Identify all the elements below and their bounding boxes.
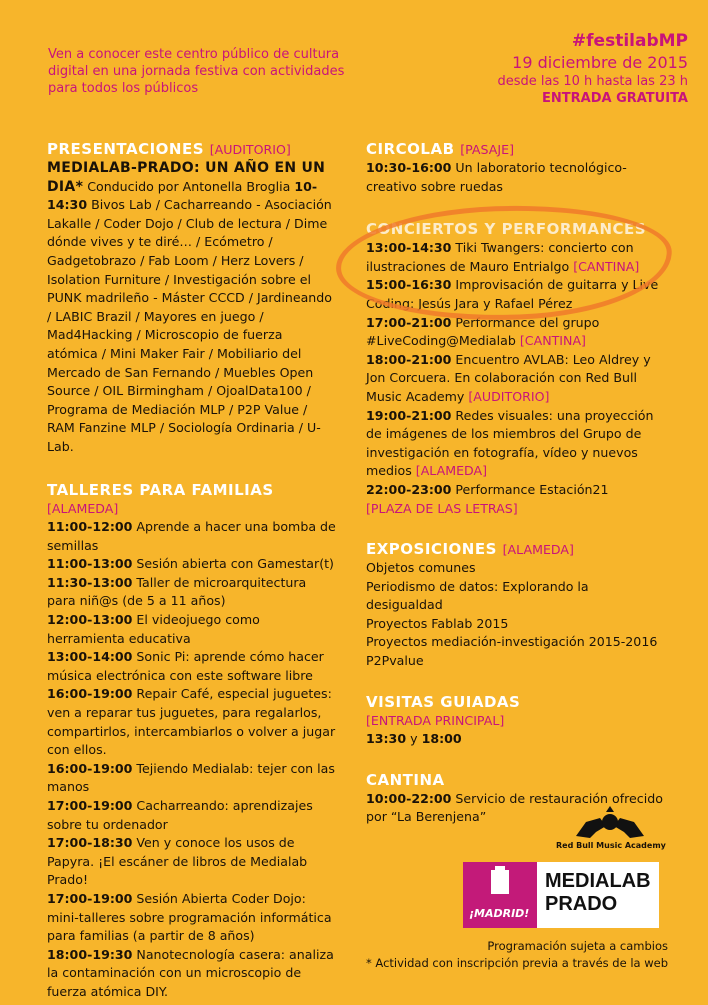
taller-item bbox=[47, 890, 337, 946]
concierto-text: Redes visuales: una proyección de imágenes de los miembros del Grupo de investigación en fotografía, vídeo y nuevos medios bbox=[366, 407, 654, 479]
taller-item bbox=[47, 648, 337, 685]
taller-item bbox=[47, 518, 337, 555]
section-heading-talleres: TALLERES PARA FAMILIAS bbox=[47, 480, 274, 499]
event-header bbox=[497, 30, 688, 107]
footer bbox=[366, 938, 668, 972]
exposicion-item: Proyectos mediación-investigación 2015-2016 bbox=[366, 634, 658, 650]
time-label: 19:00-21:00 bbox=[366, 407, 452, 423]
visitas-location: [ENTRADA PRINCIPAL] bbox=[366, 712, 505, 728]
taller-item bbox=[47, 834, 337, 890]
concierto-item bbox=[366, 407, 666, 481]
rbma-text: Red Bull Music Academy bbox=[556, 841, 666, 850]
medialab-text: MEDIALAB bbox=[545, 870, 651, 892]
presentaciones-lead: MEDIALAB-PRADO: UN AÑO EN UN DIA* bbox=[47, 160, 326, 195]
taller-item bbox=[47, 611, 337, 648]
concierto-text: Performance Estación21 bbox=[451, 481, 609, 497]
time-label: 18:00-19:30 bbox=[47, 946, 133, 962]
event-hours: desde las 10 h hasta las 23 h bbox=[497, 74, 688, 89]
taller-text: Ven y conoce los usos de Papyra. ¡El escáner de libros de Medialab Prado! bbox=[47, 835, 308, 888]
time-label: 17:00-21:00 bbox=[366, 314, 452, 330]
section-heading-cantina: CANTINA bbox=[366, 770, 445, 789]
section-heading-circolab: CIRCOLAB [PASAJE] bbox=[366, 140, 514, 158]
taller-text: Repair Café, especial juguetes: ven a reparar tus juguetes, para regalarlos, compartirlos, intercambiarlos o volver a jugar con ellos. bbox=[47, 686, 336, 758]
section-heading-conciertos: CONCIERTOS Y PERFORMANCES bbox=[366, 220, 647, 239]
hashtag: #festilabMP bbox=[571, 31, 688, 51]
taller-text: Tejiendo Medialab: tejer con las manos bbox=[47, 760, 335, 795]
time-label: 17:00-18:30 bbox=[47, 835, 133, 851]
time-label: 22:00-23:00 bbox=[366, 481, 452, 497]
time-label: 17:00-19:00 bbox=[47, 798, 133, 813]
exposiciones-list bbox=[366, 559, 666, 671]
exposicion-item: Periodismo de datos: Explorando la desigualdad bbox=[366, 578, 589, 613]
talleres-list bbox=[47, 518, 337, 1001]
circolab-item: 10:30-16:00 Un laboratorio tecnológico-creativo sobre ruedas bbox=[366, 160, 627, 194]
time-label: 16:00-19:00 bbox=[47, 760, 133, 776]
time-label: 15:00-16:30 bbox=[366, 277, 452, 293]
time-label: 17:00-19:00 bbox=[47, 890, 133, 906]
presentaciones-body: MEDIALAB-PRADO: UN AÑO EN UN DIA* Conducido por Antonella Broglia 10-14:30 Bivos Lab / Cacharreando - Asociación Lakalle / Coder Dojo / Club de lectura / Dime dónde vives y te diré… / Ecómetro / Gadgetobrazo / Fab Loom / Herz Lovers / Isolation Furniture / Investigación sobre el PUNK madrileño - Máster CCCD / Jardineando / LABIC Brazil / Mayores en juego / Mad4Hacking / Microscopio de fuerza atómica / Mini Maker Fair / Mobiliario del Mercado de San Fernando / Muebles Open Source / OIL Birmingham / OjoalData100 / Programa de Mediación MLP / P2P Value / RAM Fanzine MLP / Sociología Ordinaria / U-Lab. bbox=[47, 160, 332, 454]
time-label: 10-14:30 bbox=[47, 178, 318, 213]
cantina-item: 10:00-22:00 Servicio de restauración ofrecido por “La Berenjena” bbox=[366, 790, 663, 825]
prado-text: PRADO bbox=[545, 893, 618, 915]
concierto-location: [CANTINA] bbox=[519, 333, 586, 349]
taller-text: Sesión Abierta Coder Dojo: mini-talleres sobre programación informática para familias (a partir de 8 años) bbox=[47, 890, 332, 944]
taller-item bbox=[47, 797, 337, 834]
time-label: 16:00-19:00 bbox=[47, 686, 133, 702]
time-label: 18:00-21:00 bbox=[366, 351, 452, 367]
time-label: 12:00-13:00 bbox=[47, 612, 133, 628]
concierto-text: Tiki Twangers: concierto con ilustraciones de Mauro Entrialgo bbox=[366, 240, 634, 274]
madrid-crest-icon bbox=[463, 862, 537, 902]
footer-asterisk: * Actividad con inscripción previa a través de la web bbox=[366, 956, 668, 970]
time-label: 11:00-12:00 bbox=[47, 519, 133, 535]
taller-text: Nanotecnología casera: analiza la contaminación con un microscopio de fuerza atómica DIY. bbox=[47, 946, 334, 999]
taller-item bbox=[47, 946, 337, 1002]
taller-item bbox=[47, 760, 337, 797]
concierto-location: [PLAZA DE LAS LETRAS] bbox=[366, 500, 518, 516]
taller-text: Sonic Pi: aprende cómo hacer música electrónica con este software libre bbox=[47, 649, 324, 683]
concierto-location: [AUDITORIO] bbox=[468, 388, 550, 404]
concierto-text: Performance del grupo #LiveCoding@Medialab bbox=[366, 314, 600, 349]
section-heading-presentaciones: PRESENTACIONES [AUDITORIO] bbox=[47, 140, 291, 158]
event-date: 19 diciembre de 2015 bbox=[512, 53, 688, 72]
time-label: 11:30-13:00 bbox=[47, 574, 133, 590]
taller-item bbox=[47, 555, 337, 574]
concierto-item bbox=[366, 481, 666, 518]
time-label: 13:00-14:30 bbox=[366, 240, 452, 256]
rbma-logo bbox=[556, 806, 666, 850]
intro-text: Ven a conocer este centro público de cultura digital en una jornada festiva con actividades para todos los públicos bbox=[48, 47, 345, 96]
exposicion-item: Proyectos Fablab 2015 bbox=[366, 615, 509, 631]
exposicion-item: Objetos comunes bbox=[366, 560, 476, 576]
taller-item bbox=[47, 574, 337, 611]
section-heading-exposiciones: EXPOSICIONES [ALAMEDA] bbox=[366, 540, 574, 559]
taller-text: Cacharreando: aprendizajes sobre tu ordenador bbox=[47, 798, 313, 832]
concierto-item bbox=[366, 351, 666, 407]
visitas-times: 13:30 y 18:00 bbox=[366, 731, 462, 747]
concierto-text: Encuentro AVLAB: Leo Aldrey y Jon Corcuera. En colaboración con Red Bull Music Academy bbox=[366, 351, 651, 404]
taller-text: Taller de microarquitectura para niñ@s (de 5 a 11 años) bbox=[47, 574, 307, 609]
taller-item bbox=[47, 685, 337, 759]
taller-text: El videojuego como herramienta educativa bbox=[47, 612, 260, 646]
taller-text: Sesión abierta con Gamestar(t) bbox=[132, 556, 334, 572]
concierto-location: [ALAMEDA] bbox=[415, 463, 488, 479]
time-label: 13:00-14:00 bbox=[47, 649, 133, 665]
bull-icon bbox=[556, 806, 666, 840]
madrid-logo: ¡MADRID! bbox=[463, 862, 537, 928]
concierto-location: [CANTINA] bbox=[573, 258, 640, 274]
taller-text: Aprende a hacer una bomba de semillas bbox=[47, 519, 336, 553]
section-heading-visitas: VISITAS GUIADAS bbox=[366, 692, 521, 711]
talleres-location: [ALAMEDA] bbox=[47, 500, 119, 516]
footer-note: Programación sujeta a cambios bbox=[487, 939, 668, 953]
medialab-prado-logo bbox=[463, 862, 659, 928]
time-label: 11:00-13:00 bbox=[47, 556, 133, 572]
exposicion-item: P2Pvalue bbox=[366, 653, 424, 669]
concierto-text: Improvisación de guitarra y Live Coding: Jesús Jara y Rafael Pérez bbox=[366, 277, 659, 311]
left-column bbox=[47, 140, 337, 1002]
entry-label: ENTRADA GRATUITA bbox=[542, 91, 688, 106]
